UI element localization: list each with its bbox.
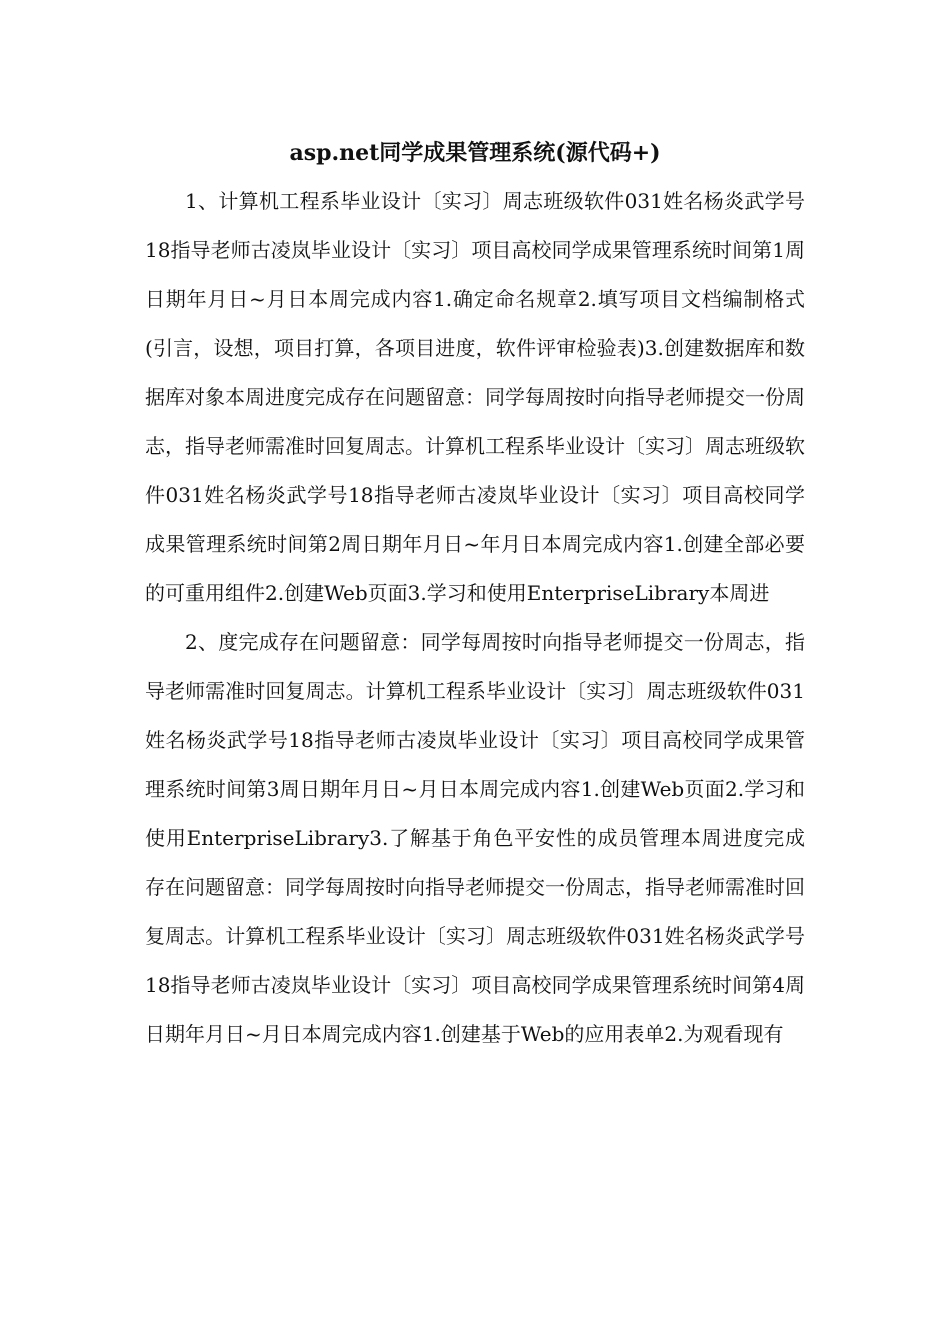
document-body: [145, 177, 805, 1059]
paragraph-2: 2、度完成存在问题留意：同学每周按时向指导老师提交一份周志，指导老师需准时回复周志。计算机工程系毕业设计〔实习〕周志班级软件031姓名杨炎武学号18指导老师古凌岚毕业设计〔实习〕项目高校同学成果管理系统时间第3周日期年月日~月日本周完成内容1.创建Web页面2.学习和使用EnterpriseLibrary3.了解基于角色平安性的成员管理本周进度完成存在问题留意：同学每周按时向指导老师提交一份周志，指导老师需准时回复周志。计算机工程系毕业设计〔实习〕周志班级软件031姓名杨炎武学号18指导老师古凌岚毕业设计〔实习〕项目高校同学成果管理系统时间第4周日期年月日~月日本周完成内容1.创建基于Web的应用表单2.为观看现有: [145, 630, 805, 1046]
paragraph-1: 1、计算机工程系毕业设计〔实习〕周志班级软件031姓名杨炎武学号18指导老师古凌岚毕业设计〔实习〕项目高校同学成果管理系统时间第1周日期年月日~月日本周完成内容1.确定命名规章2.填写项目文档编制格式(引言，设想，项目打算，各项目进度，软件评审检验表)3.创建数据库和数据库对象本周进度完成存在问题留意：同学每周按时向指导老师提交一份周志，指导老师需准时回复周志。计算机工程系毕业设计〔实习〕周志班级软件031姓名杨炎武学号18指导老师古凌岚毕业设计〔实习〕项目高校同学成果管理系统时间第2周日期年月日~年月日本周完成内容1.创建全部必要的可重用组件2.创建Web页面3.学习和使用EnterpriseLibrary本周进: [145, 189, 805, 605]
document-title: asp.net同学成果管理系统(源代码+): [289, 140, 661, 166]
